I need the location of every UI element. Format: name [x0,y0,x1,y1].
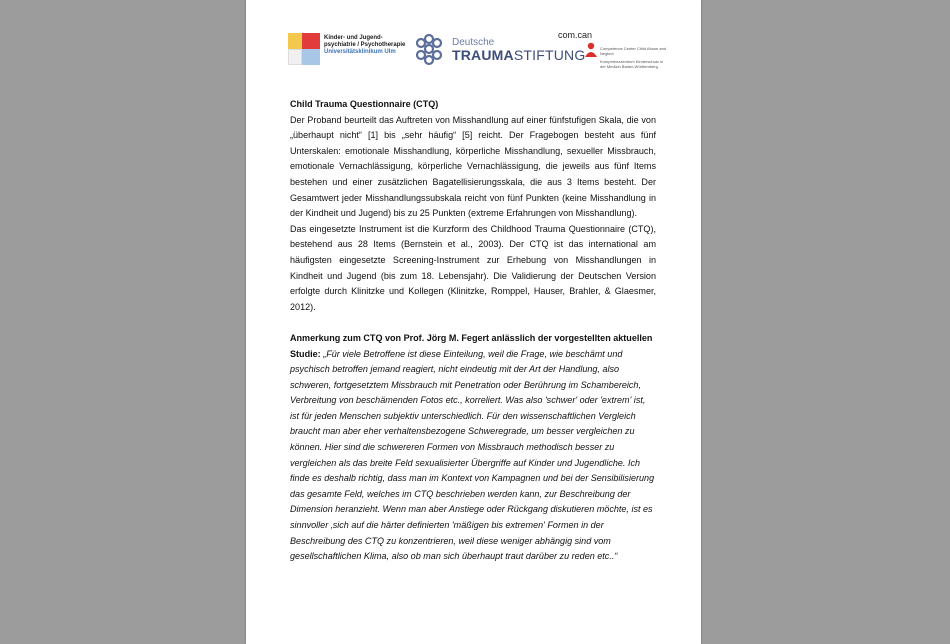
commentary-block [290,331,656,565]
comcan-title: com.can [558,30,593,40]
ulm-logo-mark [288,33,320,65]
trauma-stiftung-top: Deutsche [452,37,495,48]
comcan-figure-icon [584,42,598,58]
trauma-stiftung-icon [412,33,446,67]
ulm-line2: psychiatrie / Psychotherapie [324,42,406,48]
ulm-logo-text [324,35,414,56]
document-body [290,97,656,565]
paragraph-ctq-instrument: Das eingesetzte Instrument ist die Kurzform des Childhood Trauma Questionnaire (CTQ), bestehend aus 28 Items (Bernstein et al., 2003). Der CTQ ist das international am häufigsten eingesetzte Screening-Instrument zur Erhebung von Misshandlungen in Kindheit und Jugend (bis zum 18. Lebensjahr). Die Validierung der Deutschen Version erfolgte durch Klinitzke und Kollegen (Klinitzke, Romppel, Hauser, Brahler, & Glaesmer, 2012). [290,223,656,312]
ulm-line3: Universitätsklinikum Ulm [324,49,396,55]
ulm-logo [288,33,408,69]
trauma-stiftung-rest: STIFTUNG [513,47,586,63]
comcan-subtitle-2: Kompetenzzentrum Kinderschutz in der Medizin Baden-Württemberg [600,59,664,69]
comcan-subtitle: Competence Center Child Abuse and Neglect [600,46,667,56]
ulm-line1: Kinder- und Jugend- [324,35,383,41]
trauma-stiftung-bold: TRAUMA [452,47,514,63]
commentary-heading: Anmerkung zum CTQ von Prof. Jörg M. Fegert anlässlich der vorgestellten aktuellen Studie: [290,332,653,359]
commentary-quote: „Für viele Betroffene ist diese Einteilung, weil die Frage, wie beschämt und psychisch betroffen jemand reagiert, nicht eindeutig mit der Art der Handlung, also schweren, fortgesetztem Missbrauch mit Penetration oder Berührung im Schambereich, Verbreitung von beschämenden Fotos etc., korreliert. Was also 'schwer' oder 'extrem' ist, ist für jeden Menschen subjektiv unterschiedlich. Für den wissenschaftlichen Vergleich braucht man aber eher verhaltensbezogene Schweregrade, um besser vergleichen zu können. Hier sind die schwereren Formen von Missbrauch methodisch besser zu vergleichen als das breite Feld sexualisierter Übergriffe auf Kinder und Jugendliche. Ich finde es deshalb richtig, dass man im Kontext von Kampagnen und bei der Sensibilisierung das gesamte Feld, welches im CTQ beschrieben werden kann, zur Beschreibung der Dimension heranzieht. Wenn man aber Anstiege oder Rückgang diskutieren möchte, ist es sinnvoller ‚sich auf die härter definierten 'mäßigen bis extremen' Formen in der Beschreibung des CTQ zu konzentrieren, weil diese weniger abhängig sind vom gesellschaftlichen Klima, also ob man sich überhaupt traut darüber zu reden etc..“ [290,348,655,562]
paragraph-spacer [290,315,656,331]
comcan-logo [558,30,668,80]
paragraph-ctq-description: Der Proband beurteilt das Auftreten von Misshandlung auf einer fünfstufigen Skala, die von „überhaupt nicht“ [1] bis „sehr häufig“ [5] reicht. Der Fragebogen besteht aus fünf Unterskalen: emotionale Misshandlung, körperliche Misshandlung, sexueller Missbrauch, emotionale Vernachlässigung, körperliche Vernachlässigung, die jeweils aus fünf Items bestehen und einer zusätzlichen Bagatellisierungsskala, die aus 3 Items besteht. Der Gesamtwert jeder Misshandlungssubskala reicht von fünf Punkten (keine Misshandlung in der Kindheit und Jugend) bis zu 25 Punkten (extreme Erfahrungen von Misshandlung). [290,114,656,219]
section-heading-ctq: Child Trauma Questionnaire (CTQ) [290,99,439,109]
document-page [246,0,701,644]
